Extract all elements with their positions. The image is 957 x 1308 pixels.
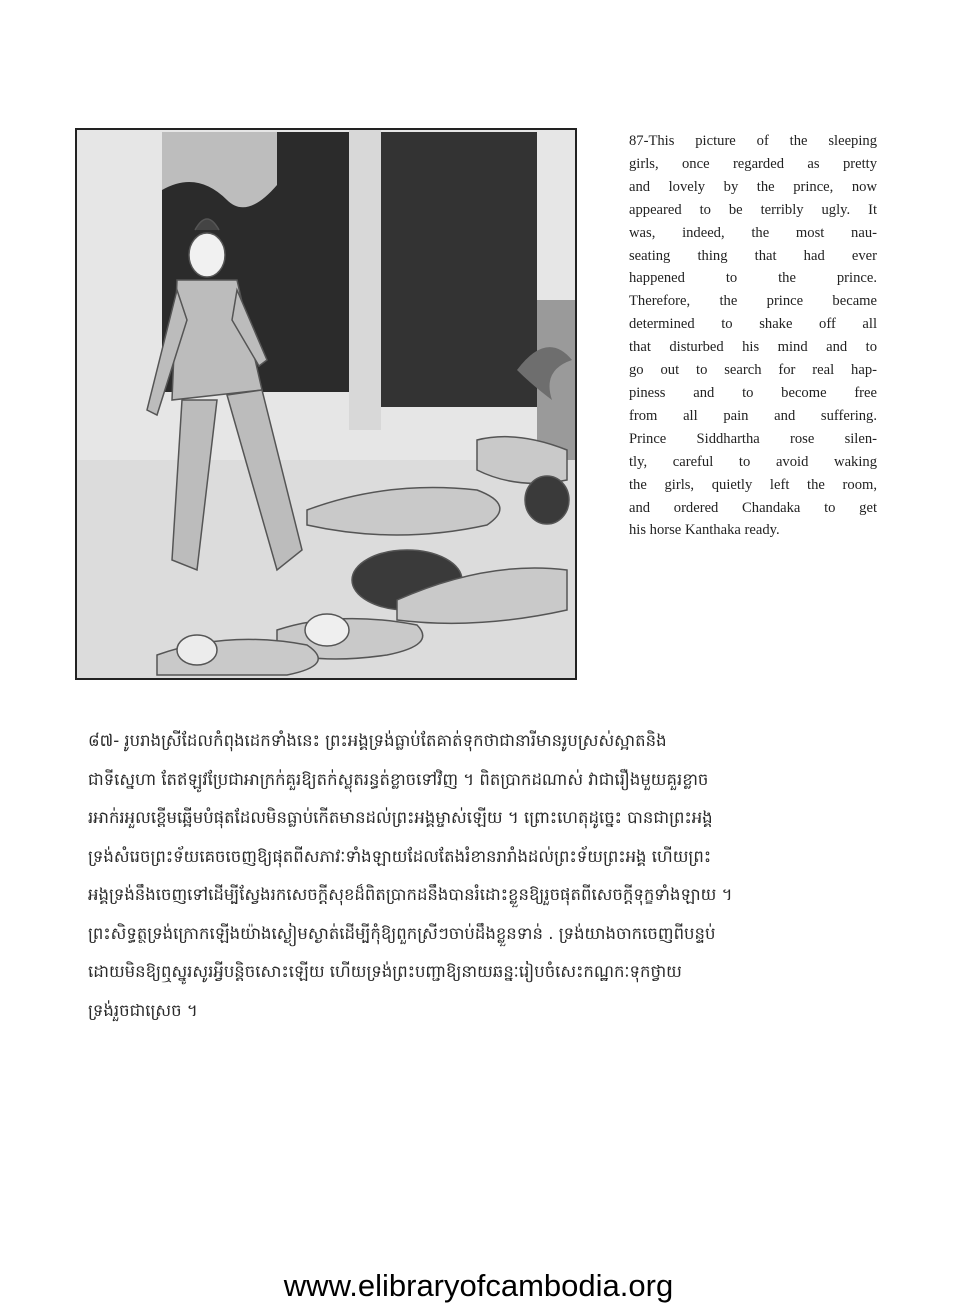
caption-line: appeared to be terribly ugly. It — [629, 201, 877, 218]
khmer-line: ដោយមិនឱ្យឮស្នូរសូរអ្វីបន្តិចសោះឡើយ ហើយទ្រង់ព្រះបញ្ជាឱ្យនាយឆន្នៈរៀបចំសេះកណ្ឋកៈទុកថ្វាយ — [88, 962, 682, 981]
caption-line: that disturbed his mind and to — [629, 339, 877, 356]
footer-url: www.elibraryofcambodia.org — [283, 1268, 674, 1303]
caption-line: seating thing that had ever — [629, 247, 877, 264]
illustration-frame — [75, 128, 577, 680]
caption-line: Prince Siddhartha rose silen- — [629, 430, 877, 447]
caption-line: the girls, quietly left the room, — [629, 476, 877, 493]
khmer-line: ៨៧- រូបរាងស្រីដែលកំពុងដេកទាំងនេះ ព្រះអង្គទ្រង់ធ្លាប់តែគាត់ទុកថាជានារីមានរូបស្រស់ស្អាតនិង — [88, 731, 667, 750]
figure-caption — [629, 130, 877, 542]
khmer-line: អង្គទ្រង់នឹងចេញទៅដើម្បីស្វែងរកសេចក្តីសុខដ៏ពិតប្រាកដនឹងបានរំដោះខ្លួនឱ្យរួចផុតពីសេចក្តីទុក្ខទាំងឡាយ ។ — [88, 885, 733, 904]
khmer-paragraph — [88, 722, 880, 1030]
khmer-line: ព្រះសិទ្ធត្ថទ្រង់ក្រោកឡើងយ៉ាងស្ងៀមស្ងាត់ដើម្បីកុំឱ្យពួកស្រីៗចាប់ដឹងខ្លួនទាន់ . ទ្រង់យាងចាកចេញពីបន្ទប់ — [88, 923, 716, 943]
caption-line: from all pain and suffering. — [629, 407, 877, 424]
caption-line: and ordered Chandaka to get — [629, 499, 877, 516]
caption-line: tly, careful to avoid waking — [629, 453, 877, 470]
caption-line: 87-This picture of the sleeping — [629, 133, 877, 149]
sleeping-girls-illustration — [77, 130, 575, 678]
khmer-line: ទ្រង់សំរេចព្រះទ័យគេចចេញឱ្យផុតពីសភាវៈទាំងឡាយដែលតែងរំខានរារាំងដល់ព្រះទ័យព្រះអង្គ ហើយព្រះ — [88, 846, 712, 866]
khmer-line: ទ្រង់រួចជាស្រេច ។ — [88, 1000, 198, 1020]
caption-line: piness and to become free — [629, 384, 877, 401]
caption-line: Therefore, the prince became — [629, 293, 877, 310]
caption-line: and lovely by the prince, now — [629, 178, 877, 195]
khmer-line: រអាក់រអួលខ្ពើមឆ្អើមបំផុតដែលមិនធ្លាប់កើតមានដល់ព្រះអង្គម្ចាស់ឡើយ ។ ព្រោះហេតុដូច្នេះ បានជាព្រះអង្គ — [88, 808, 713, 827]
caption-line: girls, once regarded as pretty — [629, 155, 877, 172]
caption-line: determined to shake off all — [629, 316, 877, 333]
caption-line: happened to the prince. — [629, 270, 877, 287]
caption-line: was, indeed, the most nau- — [629, 224, 877, 241]
caption-line: his horse Kanthaka ready. — [629, 522, 780, 539]
khmer-line: ជាទីស្នេហា តែឥឡូវប្រែជាអាក្រក់គួរឱ្យតក់ស្លុតរន្ធត់ខ្លាចទៅវិញ ។ ពិតប្រាកដណាស់ វាជារឿងមួយគួរខ្លាច — [88, 769, 709, 789]
caption-line: go out to search for real hap- — [629, 362, 877, 379]
